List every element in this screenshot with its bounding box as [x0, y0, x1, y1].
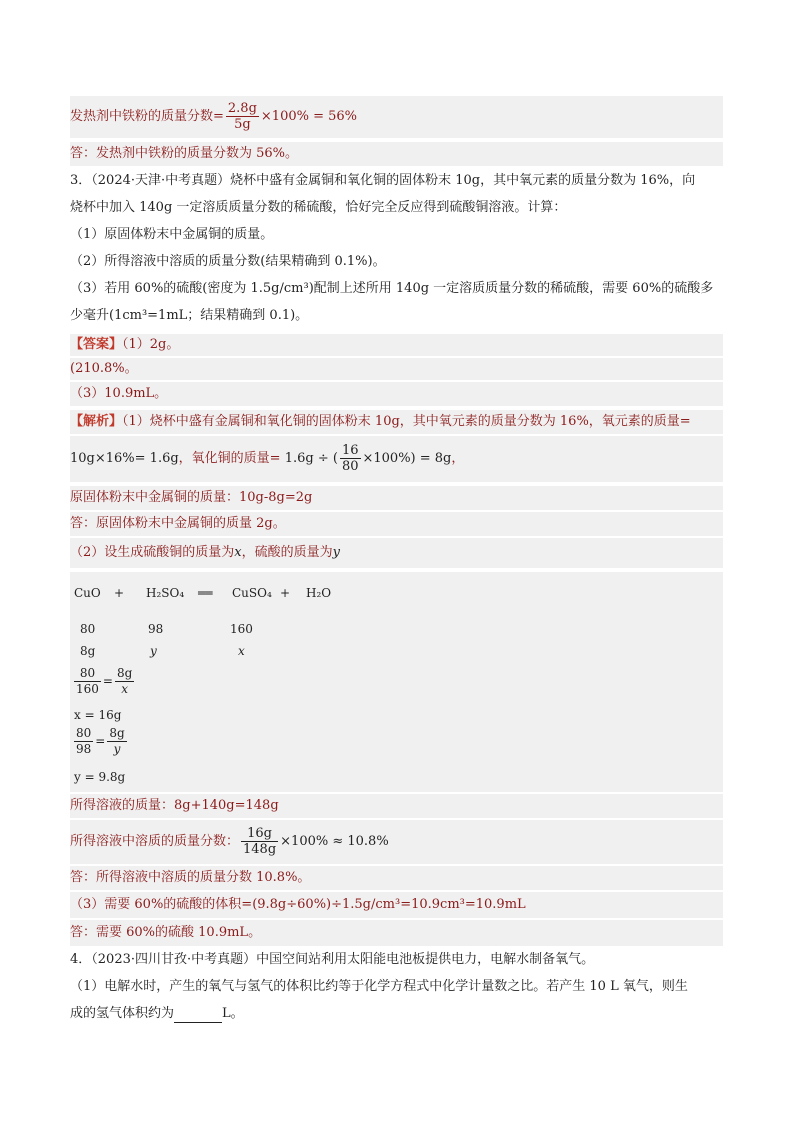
- eq-h2o: H₂O: [306, 586, 332, 600]
- var-y: y: [332, 545, 340, 560]
- molar-mass-h2so4: 98: [148, 622, 164, 636]
- copper-oxide-label: ，氧化铜的质量=: [178, 451, 281, 466]
- fraction-numerator: 80: [76, 726, 92, 740]
- oxygen-mass-expr: 10g×16%= 1.6g: [70, 451, 179, 466]
- solution-fraction-label: 所得溶液中溶质的质量分数：: [70, 834, 240, 849]
- answer-mark: 【答案】: [70, 337, 123, 352]
- analysis-line-1: [70, 410, 723, 434]
- question-3-part-3b: 少毫升(1cm³=1mL；结果精确到 0.1)。: [70, 308, 309, 323]
- answer-line-3: （3）10.9mL。: [70, 382, 723, 406]
- var-x: x: [234, 545, 242, 560]
- equals-sign: =: [95, 734, 106, 748]
- fraction-denominator: 98: [76, 742, 92, 756]
- analysis-mark: 【解析】: [70, 414, 123, 429]
- assume-h2so4-text: ，硫酸的质量为: [241, 545, 333, 560]
- question-4-part-1a: （1）电解水时，产生的氧气与氢气的体积比约等于化学方程式中化学计量数之比。若产生 10 L 氧气，则生: [70, 979, 688, 994]
- analysis-line-4: 答：原固体粉末中金属铜的质量 2g。: [70, 512, 723, 536]
- fraction-numerator: 8g: [116, 666, 133, 680]
- answer-line-1: [70, 334, 723, 356]
- question-3-part-1: （1）原固体粉末中金属铜的质量。: [70, 227, 274, 242]
- ratio-1-result: x = 16g: [74, 708, 122, 722]
- eq-cuso4: CuSO₄: [232, 586, 272, 600]
- analysis-line-3: 原固体粉末中金属铜的质量：10g-8g=2g: [70, 486, 723, 510]
- question-3-part-3a: （3）若用 60%的硫酸(密度为 1.5g/cm³)配制上述所用 140g 一定溶质质量分数的稀硫酸，需要 60%的硫酸多: [70, 281, 714, 296]
- copper-oxide-expr-end: ×100%) = 8g: [362, 451, 452, 466]
- equals-sign: =: [102, 674, 113, 688]
- solution-mass-line: 所得溶液的质量：8g+140g=148g: [70, 794, 723, 818]
- question-4-unit: L。: [222, 1006, 244, 1021]
- solution-answer-line: 答：所得溶液中溶质的质量分数 10.8%。: [70, 866, 723, 890]
- equation-block: [70, 572, 723, 792]
- iron-fraction: [226, 101, 259, 132]
- copper-oxide-expr-start: 1.6g ÷ (: [284, 451, 338, 466]
- ratio-2-right: [107, 726, 126, 757]
- solution-fraction: [241, 826, 278, 857]
- ratio-2: [72, 726, 129, 757]
- iron-fraction-line: [70, 96, 723, 138]
- fraction-numerator: 16: [341, 443, 359, 458]
- volume-answer-line: 答：需要 60%的硫酸 10.9mL。: [70, 920, 723, 946]
- fraction-denominator: 80: [341, 459, 359, 474]
- question-4-part-1b: [70, 1005, 723, 1023]
- fraction-denominator: y: [113, 742, 121, 756]
- answer-line-2: (210.8%。: [70, 358, 723, 380]
- analysis-line-2: [70, 436, 723, 482]
- eq-equals: ══: [198, 586, 213, 600]
- molar-mass-cuo: 80: [80, 622, 96, 636]
- mass-cuo: 8g: [80, 644, 96, 658]
- ratio-2-left: [74, 726, 93, 757]
- ratio-2-result: y = 9.8g: [74, 770, 126, 784]
- oxygen-ratio-fraction: [340, 443, 361, 474]
- fraction-denominator: 148g: [243, 842, 277, 857]
- volume-calc-line: （3）需要 60%的硫酸的体积=(9.8g÷60%)÷1.5g/cm³=10.9cm³=10.9mL: [70, 892, 723, 918]
- unknown-x: x: [238, 644, 245, 658]
- iron-fraction-result: ×100% = 56%: [260, 109, 358, 124]
- fraction-denominator: x: [121, 682, 129, 696]
- solution-fraction-result: ×100% ≈ 10.8%: [280, 834, 389, 849]
- answer-1: （1）2g。: [122, 337, 180, 352]
- answer-line-iron: 答：发热剂中铁粉的质量分数为 56%。: [70, 142, 723, 166]
- iron-fraction-label: 发热剂中铁粉的质量分数=: [70, 109, 224, 124]
- ratio-1-right: [115, 666, 134, 697]
- assume-cuso4-text: （2）设生成硫酸铜的质量为: [70, 545, 235, 560]
- molar-mass-cuso4: 160: [230, 622, 253, 636]
- eq-h2so4: H₂SO₄: [146, 586, 185, 600]
- fraction-denominator: 5g: [234, 117, 251, 132]
- question-4-stem: 4．（2023·四川甘孜·中考真题）中国空间站利用太阳能电池板提供电力，电解水制备氧气。: [70, 952, 595, 967]
- fraction-denominator: 160: [76, 682, 99, 696]
- eq-plus-2: +: [280, 586, 291, 600]
- analysis-text-1: （1）烧杯中盛有金属铜和氧化铜的固体粉末 10g，其中氧元素的质量分数为 16%，氧元素的质量=: [122, 414, 691, 429]
- eq-cuo: CuO: [74, 586, 101, 600]
- eq-plus-1: +: [114, 586, 125, 600]
- question-3-stem-2: 烧杯中加入 140g 一定溶质质量分数的稀硫酸，恰好完全反应得到硫酸铜溶液。计算：: [70, 200, 567, 215]
- solution-fraction-line: [70, 820, 723, 864]
- fraction-numerator: 80: [74, 666, 101, 682]
- answer-blank[interactable]: [174, 1008, 222, 1023]
- question-3-part-2: （2）所得溶液中溶质的质量分数(结果精确到 0.1%)。: [70, 254, 386, 269]
- analysis-line-5: [70, 538, 723, 568]
- fraction-numerator: 2.8g: [227, 101, 257, 116]
- ratio-1: [72, 666, 136, 697]
- question-3-stem-1: 3．（2024·天津·中考真题）烧杯中盛有金属铜和氧化铜的固体粉末 10g，其中氧元素的质量分数为 16%，向: [70, 173, 696, 188]
- comma: ，: [451, 451, 465, 466]
- question-4-part-1b-text: 成的氢气体积约为: [70, 1006, 175, 1021]
- fraction-numerator: 16g: [241, 826, 278, 842]
- fraction-numerator: 8g: [109, 726, 125, 740]
- unknown-y: y: [150, 644, 157, 658]
- ratio-1-left: [74, 666, 101, 697]
